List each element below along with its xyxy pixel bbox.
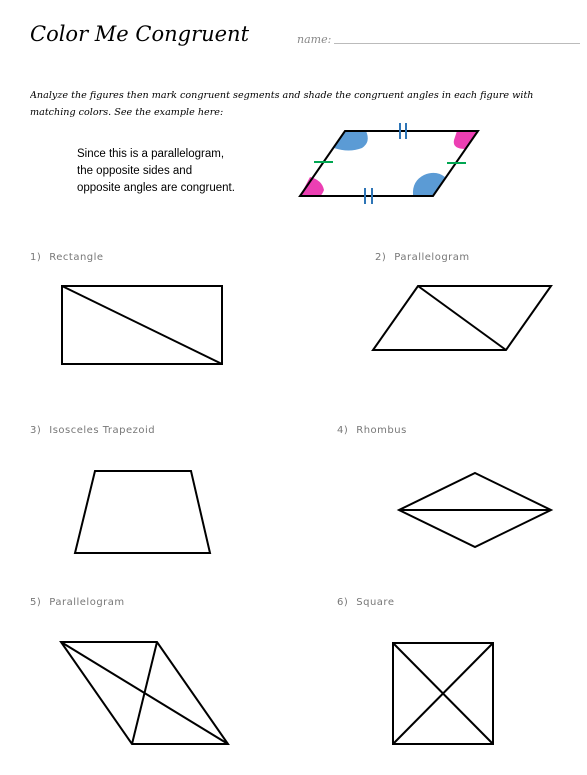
- example-angle-top-right: [454, 131, 478, 149]
- figure-square[interactable]: [393, 643, 493, 744]
- problem-label-4: 4) Rhombus: [337, 425, 407, 436]
- figure-rhombus[interactable]: [399, 473, 551, 547]
- example-line-3: opposite angles are congruent.: [77, 182, 235, 194]
- example-line-2: the opposite sides and: [77, 165, 193, 177]
- name-label: name:: [297, 33, 332, 46]
- figure-rectangle[interactable]: [62, 286, 222, 364]
- figure-isosceles-trapezoid[interactable]: [75, 471, 210, 553]
- problem-label-2: 2) Parallelogram: [375, 252, 470, 263]
- page-title: Color Me Congruent: [30, 22, 250, 46]
- problem-label-3: 3) Isosceles Trapezoid: [30, 425, 156, 436]
- example-line-1: Since this is a parallelogram,: [77, 148, 225, 160]
- figure-parallelogram-1[interactable]: [373, 286, 551, 350]
- figure-parallelogram-2[interactable]: [61, 642, 228, 744]
- problem-label-6: 6) Square: [337, 597, 395, 608]
- problem-label-5: 5) Parallelogram: [30, 597, 125, 608]
- problem-label-1: 1) Rectangle: [30, 252, 104, 263]
- instructions-line-2: matching colors. See the example here:: [30, 107, 224, 118]
- instructions-line-1: Analyze the figures then mark congruent segments and shade the congruent angles in each figure with: [30, 90, 534, 101]
- example-parallelogram: [300, 123, 478, 204]
